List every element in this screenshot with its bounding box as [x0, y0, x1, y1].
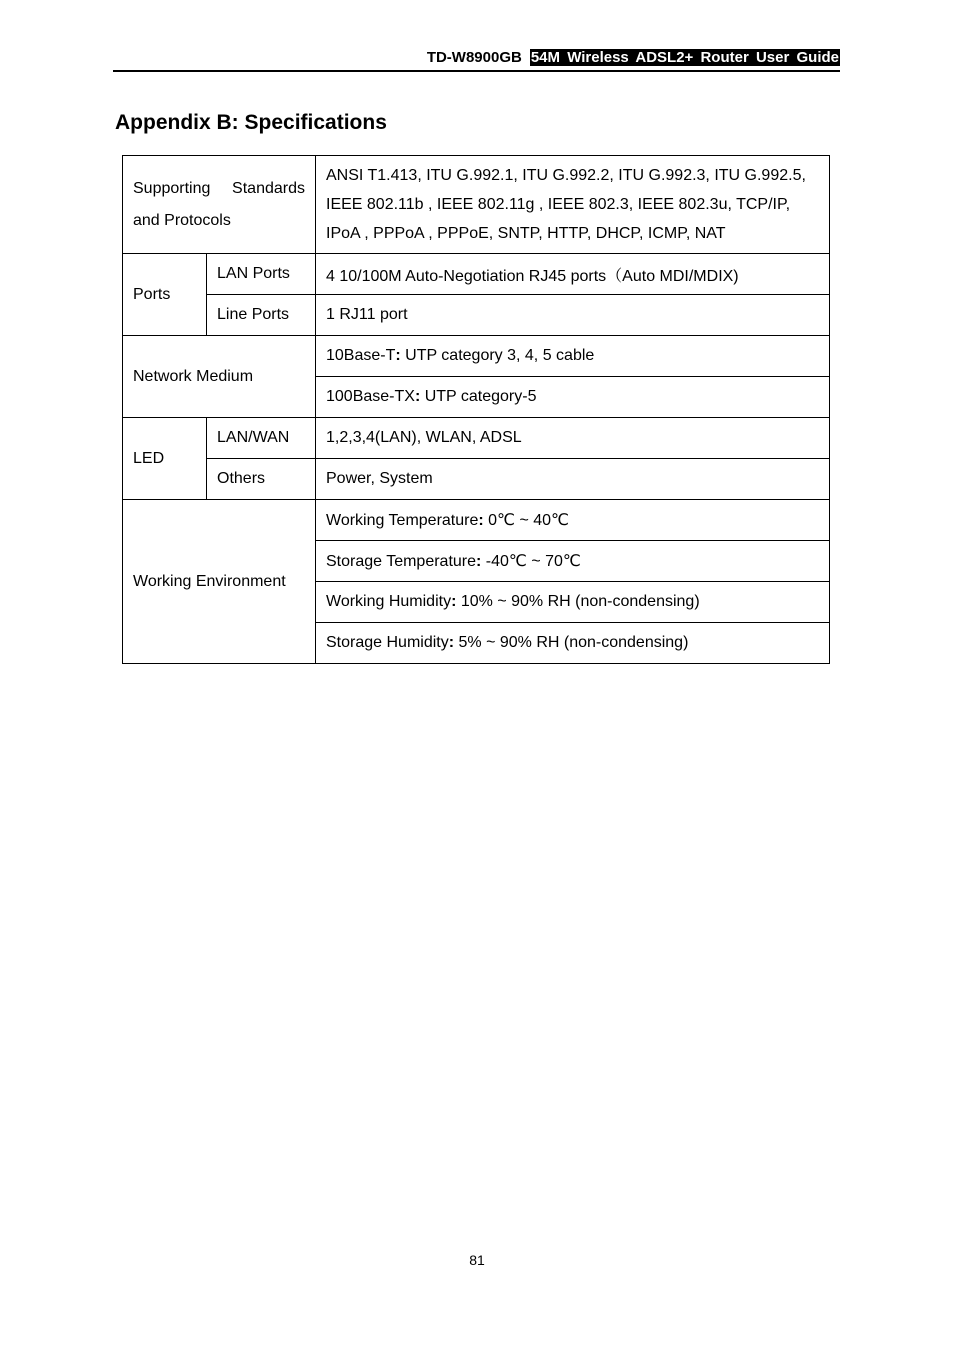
table-row	[123, 500, 830, 541]
page-header	[113, 48, 840, 72]
page-title: Appendix B: Specifications	[115, 111, 387, 134]
medium-10base-t	[316, 336, 830, 377]
colon: :	[448, 634, 455, 651]
table-row	[123, 156, 830, 254]
storage-humidity-value: 5% ~ 90% RH (non-condensing)	[454, 634, 689, 651]
colon: :	[451, 593, 457, 610]
header-model: TD-W8900GB	[426, 49, 522, 66]
lan-ports-value: 4 10/100M Auto-Negotiation RJ45 ports（Auto MDI/MDIX)	[316, 254, 830, 295]
lan-wan-label: LAN/WAN	[207, 418, 316, 459]
working-humidity	[316, 582, 830, 623]
table-row	[123, 295, 830, 336]
colon: :	[476, 553, 482, 570]
standards-label: Supporting Standards and Protocols	[123, 156, 316, 254]
colon: :	[414, 388, 421, 405]
specifications-table	[122, 155, 830, 664]
medium-100base-tx	[316, 377, 830, 418]
work-temp-label: Working Temperature	[326, 512, 479, 529]
work-humidity-value: 10% ~ 90% RH (non-condensing)	[456, 593, 700, 610]
work-temp-value: 0℃ ~ 40℃	[483, 512, 570, 529]
medium-100-value: UTP category-5	[420, 388, 537, 405]
standards-value: ANSI T1.413, ITU G.992.1, ITU G.992.2, ITU G.992.3, ITU G.992.5, IEEE 802.11b , IEEE 802.11g , IEEE 802.3, IEEE 802.3u, TCP/IP, IPoA , PPPoA , PPPoE, SNTP, HTTP, DHCP, ICMP, NAT	[316, 156, 830, 254]
storage-humidity	[316, 623, 830, 664]
line-ports-value: 1 RJ11 port	[316, 295, 830, 336]
storage-temperature	[316, 541, 830, 582]
lan-ports-label: LAN Ports	[207, 254, 316, 295]
lan-wan-value: 1,2,3,4(LAN), WLAN, ADSL	[316, 418, 830, 459]
medium-100-label: 100Base-TX	[326, 388, 415, 405]
colon: :	[395, 347, 401, 364]
ports-label: Ports	[123, 254, 207, 336]
medium-10-value: UTP category 3, 4, 5 cable	[400, 347, 595, 364]
header-guide-title: 54M Wireless ADSL2+ Router User Guide	[530, 49, 839, 66]
storage-temp-label: Storage Temperature	[326, 553, 477, 570]
working-temperature	[316, 500, 830, 541]
storage-humidity-label: Storage Humidity	[326, 634, 449, 651]
working-environment-label: Working Environment	[123, 500, 316, 664]
others-label: Others	[207, 459, 316, 500]
work-humidity-label: Working Humidity	[326, 593, 452, 610]
page-number: 81	[469, 1252, 485, 1268]
led-label: LED	[123, 418, 207, 500]
table-row	[123, 459, 830, 500]
others-value: Power, System	[316, 459, 830, 500]
table-row	[123, 336, 830, 377]
table-row	[123, 418, 830, 459]
network-medium-label: Network Medium	[123, 336, 316, 418]
storage-temp-value: -40℃ ~ 70℃	[481, 553, 581, 570]
table-row	[123, 254, 830, 295]
colon: :	[478, 512, 484, 529]
line-ports-label: Line Ports	[207, 295, 316, 336]
medium-10-label: 10Base-T	[326, 347, 396, 364]
